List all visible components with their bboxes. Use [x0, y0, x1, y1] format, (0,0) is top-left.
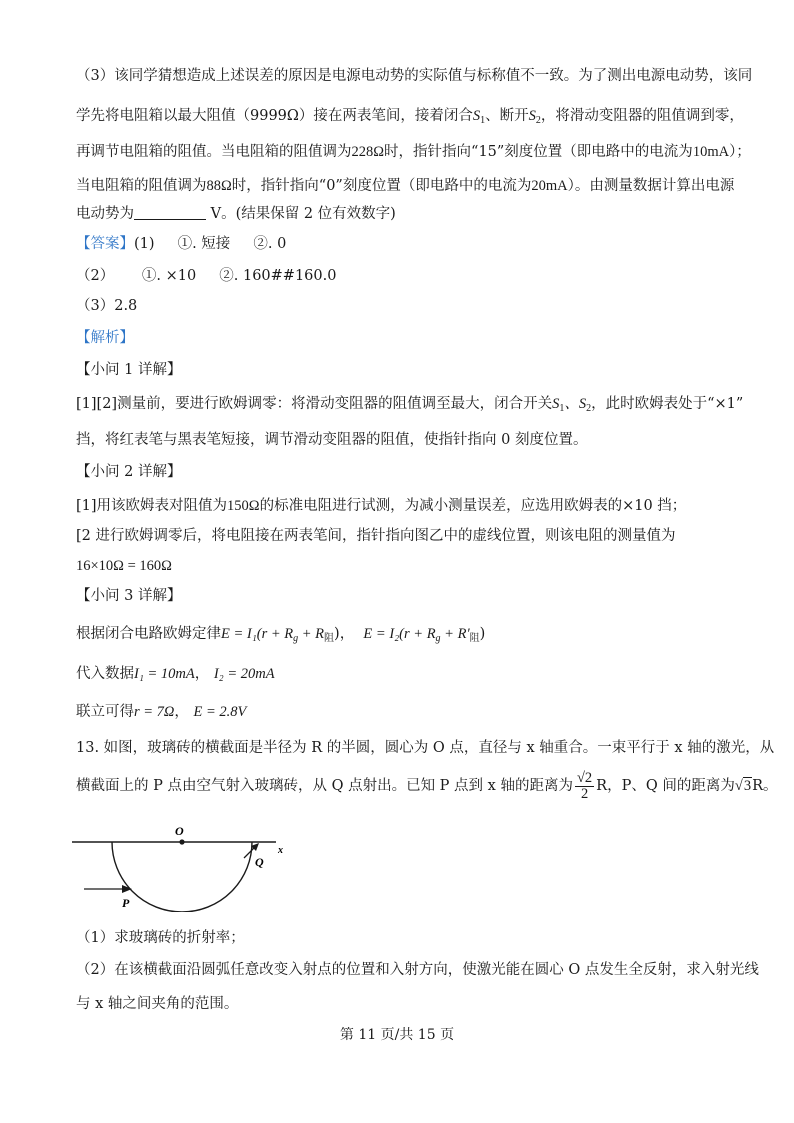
sub-heading-3: 【小问 3 详解】 — [76, 588, 182, 604]
q3-line-4: 当电阻箱的阻值调为88Ω时，指针指向“0”刻度位置（即电路中的电流为20mA）。由测量数据计算出电源 — [76, 178, 735, 194]
label-q: Q — [255, 855, 264, 869]
center-point-o — [179, 839, 184, 844]
analysis-result: 联立可得r = 7Ω， E = 2.8V — [76, 704, 247, 720]
analysis-p1-line-2: 挡，将红表笔与黑表笔短接，调节滑动变阻器的阻值，使指针指向 0 刻度位置。 — [76, 432, 588, 448]
answer-blank — [134, 205, 206, 220]
label-p: P — [122, 896, 130, 910]
page-footer: 第 11 页/共 15 页 — [339, 1027, 455, 1043]
q3-line-5: 电动势为 V。(结果保留 2 位有效数字) — [76, 206, 396, 222]
semicircle-arc — [112, 842, 252, 912]
fraction-sqrt2-over-2: $\frac{√2}{2}$ — [576, 769, 593, 802]
q3-line-3: 再调节电阻箱的阻值。当电阻箱的阻值调为228Ω时，指针指向“15”刻度位置（即电路中的电流为10mA）； — [76, 144, 751, 160]
sub-heading-2: 【小问 2 详解】 — [76, 464, 182, 480]
answer-label: 【答案】 — [76, 236, 134, 252]
analysis-label: 【解析】 — [76, 330, 134, 346]
analysis-p2-line-1: [1]用该欧姆表对阻值为150Ω的标准电阻进行试测，为减小测量误差，应选用欧姆表的×10 挡； — [76, 498, 687, 514]
analysis-p1-line-1: [1][2]测量前，要进行欧姆调零：将滑动变阻器的阻值调至最大，闭合开关$S_1$、$S_2$，此时欧姆表处于“×1” — [76, 396, 744, 414]
analysis-p2-result: 16×10Ω = 160Ω — [76, 558, 172, 574]
analysis-substitution: 代入数据I₁ = 10mA， I₂ = 20mA — [76, 666, 275, 682]
analysis-p2-line-2: [2 进行欧姆调零后，将电阻接在两表笔间，指针指向图乙中的虚线位置，则该电阻的测量值为 — [76, 528, 676, 544]
sub-heading-1: 【小问 1 详解】 — [76, 362, 182, 378]
answer-line-2: （2） ①. ×10 ②. 160##160.0 — [76, 268, 337, 284]
label-x: x — [278, 845, 283, 856]
label-o: O — [175, 824, 184, 838]
sqrt-3: √3 — [734, 778, 752, 794]
q13-sub-question-1: （1）求玻璃砖的折射率； — [76, 930, 245, 946]
answer-line-3: （3）2.8 — [76, 298, 138, 314]
q13-line-1: 13. 如图，玻璃砖的横截面是半径为 R 的半圆，圆心为 O 点，直径与 x 轴重合。一束平行于 x 轴的激光，从 — [76, 740, 775, 756]
q3-line-1: （3）该同学猜想造成上述误差的原因是电源电动势的实际值与标称值不一致。为了测出电源电动势，该同 — [76, 68, 753, 84]
q13-sub-question-2-line-2: 与 x 轴之间夹角的范围。 — [76, 996, 239, 1012]
semicircle-glass-figure — [72, 822, 292, 912]
q3-line-2: 学先将电阻箱以最大阻值（9999Ω）接在两表笔间，接着闭合$S_1$、断开$S_2$，将滑动变阻器的阻值调到零， — [76, 108, 744, 126]
q13-sub-question-2-line-1: （2）在该横截面沿圆弧任意改变入射点的位置和入射方向，使激光能在圆心 O 点发生全反射，求入射光线 — [76, 962, 759, 978]
analysis-equations: 根据闭合电路欧姆定律$E = I_1(r + R_g + R_阻)$， $E = I_2(r + R_g + R'_阻)$ — [76, 626, 486, 644]
answer-line-1: 【答案】(1) ①. 短接 ②. 0 — [76, 236, 287, 252]
q13-line-2: 横截面上的 P 点由空气射入玻璃砖，从 Q 点射出。已知 P 点到 x 轴的距离为 $\frac{√2}{2}$ R，P、Q 间的距离为√3R。 — [76, 769, 778, 802]
